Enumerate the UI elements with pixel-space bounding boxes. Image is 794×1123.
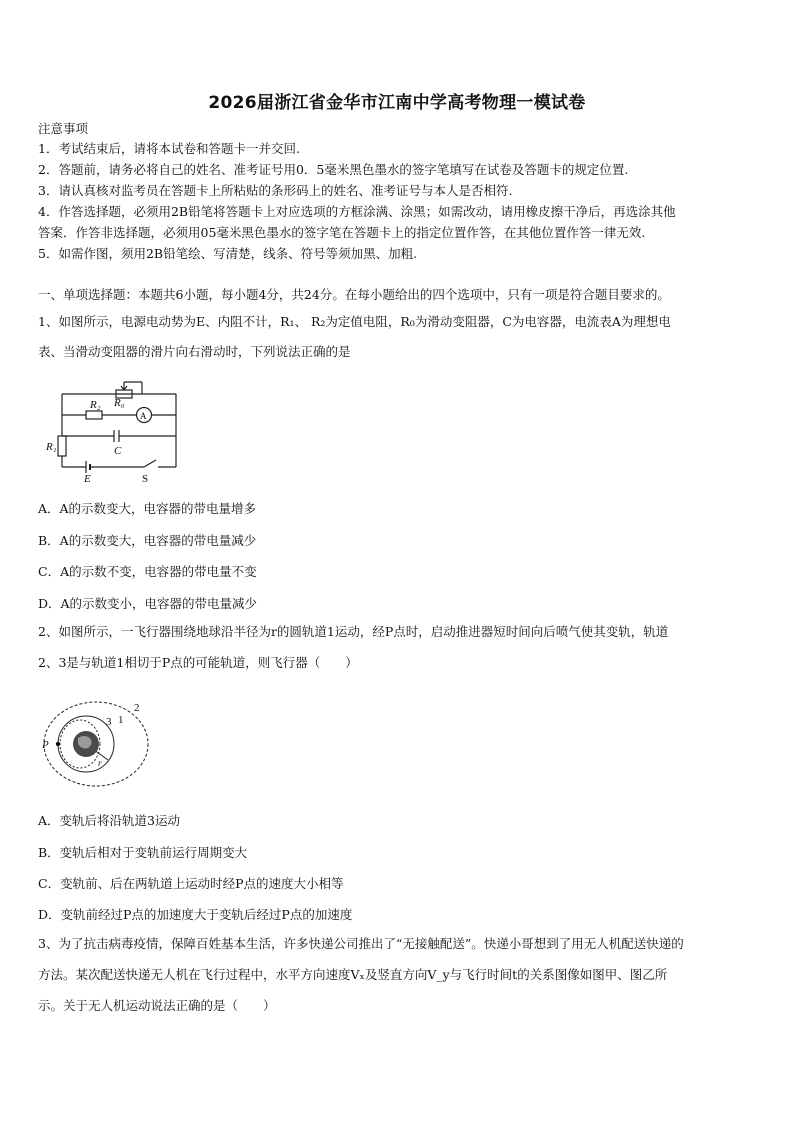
q1-option-c: C．A的示数不变，电容器的带电量不变 — [38, 564, 257, 579]
q2-option-a: A．变轨后将沿轨道3运动 — [38, 813, 180, 828]
q3-stem-line1: 3、为了抗击病毒疫情，保障百姓基本生活，许多快递公司推出了“无接触配送”。快递小哥想到了用无人机配送快递的 — [38, 936, 684, 951]
label-c: C — [114, 445, 122, 457]
label-e: E — [84, 473, 91, 484]
q3-stem-line3: 示。关于无人机运动说法正确的是（ ） — [38, 998, 276, 1013]
q2-stem-line2: 2、3是与轨道1相切于P点的可能轨道，则飞行器（ ） — [38, 655, 358, 670]
label-r2: R₂ — [90, 399, 101, 411]
label-orbit-2: 2 — [134, 702, 140, 714]
label-r: r — [98, 758, 102, 768]
notice-item-5: 5．如需作图，须用2B铅笔绘、写清楚，线条、符号等须加黑、加粗. — [38, 246, 418, 261]
q1-option-d: D．A的示数变小，电容器的带电量减少 — [38, 596, 258, 611]
notice-item-1: 1．考试结束后，请将本试卷和答题卡一并交回. — [38, 141, 300, 156]
q1-stem-line2: 表、当滑动变阻器的滑片向右滑动时，下列说法正确的是 — [38, 344, 351, 359]
notice-item-3: 3．请认真核对监考员在答题卡上所粘贴的条形码上的姓名、准考证号与本人是否相符. — [38, 183, 513, 198]
q2-option-c: C．变轨前、后在两轨道上运动时经P点的速度大小相等 — [38, 876, 344, 891]
q2-stem-line1: 2、如图所示，一飞行器围绕地球沿半径为r的圆轨道1运动，经P点时，启动推进器短时间向后喷气使其变轨，轨道 — [38, 624, 669, 639]
label-s: S — [142, 473, 149, 484]
label-r1: R₁ — [46, 441, 57, 453]
q2-option-d: D．变轨前经过P点的加速度大于变轨后经过P点的加速度 — [38, 907, 353, 922]
notice-item-4: 4．作答选择题，必须用2B铅笔将答题卡上对应选项的方框涂满、涂黑；如需改动，请用橡皮擦干净后，再选涂其他 — [38, 204, 676, 219]
q1-circuit-figure — [44, 372, 184, 484]
q2-option-b: B．变轨后相对于变轨前运行周期变大 — [38, 845, 248, 860]
section-heading: 一、单项选择题：本题共6小题，每小题4分，共24分。在每小题给出的四个选项中，只有一项是符合题目要求的。 — [38, 287, 670, 302]
notice-item-2: 2．答题前，请务必将自己的姓名、准考证号用0．5毫米黑色墨水的签字笔填写在试卷及答题卡的规定位置. — [38, 162, 629, 177]
label-r0: R₀ — [114, 397, 125, 409]
q1-stem-line1: 1、如图所示，电源电动势为E、内阻不计，R₁、 R₂为定值电阻，R₀为滑动变阻器，C为电容器，电流表A为理想电 — [38, 314, 671, 329]
page-title: 2026届浙江省金华市江南中学高考物理一模试卷 — [208, 93, 586, 113]
q1-option-a: A．A的示数变大，电容器的带电量增多 — [38, 501, 257, 516]
notice-item-4-cont: 答案．作答非选择题，必须用05毫米黑色墨水的签字笔在答题卡上的指定位置作答，在其他位置作答一律无效. — [38, 225, 646, 240]
label-orbit-3: 3 — [106, 716, 112, 728]
q3-stem-line2: 方法。某次配送快递无人机在飞行过程中，水平方向速度Vₓ及竖直方向V_y与飞行时间t的关系图像如图甲、图乙所 — [38, 967, 668, 982]
q1-option-b: B．A的示数变大，电容器的带电量减少 — [38, 533, 257, 548]
notice-heading: 注意事项 — [38, 121, 89, 136]
q2-orbit-figure — [38, 698, 158, 790]
label-p: P — [42, 739, 49, 751]
label-orbit-1: 1 — [118, 714, 124, 726]
label-ammeter: A — [140, 411, 147, 421]
